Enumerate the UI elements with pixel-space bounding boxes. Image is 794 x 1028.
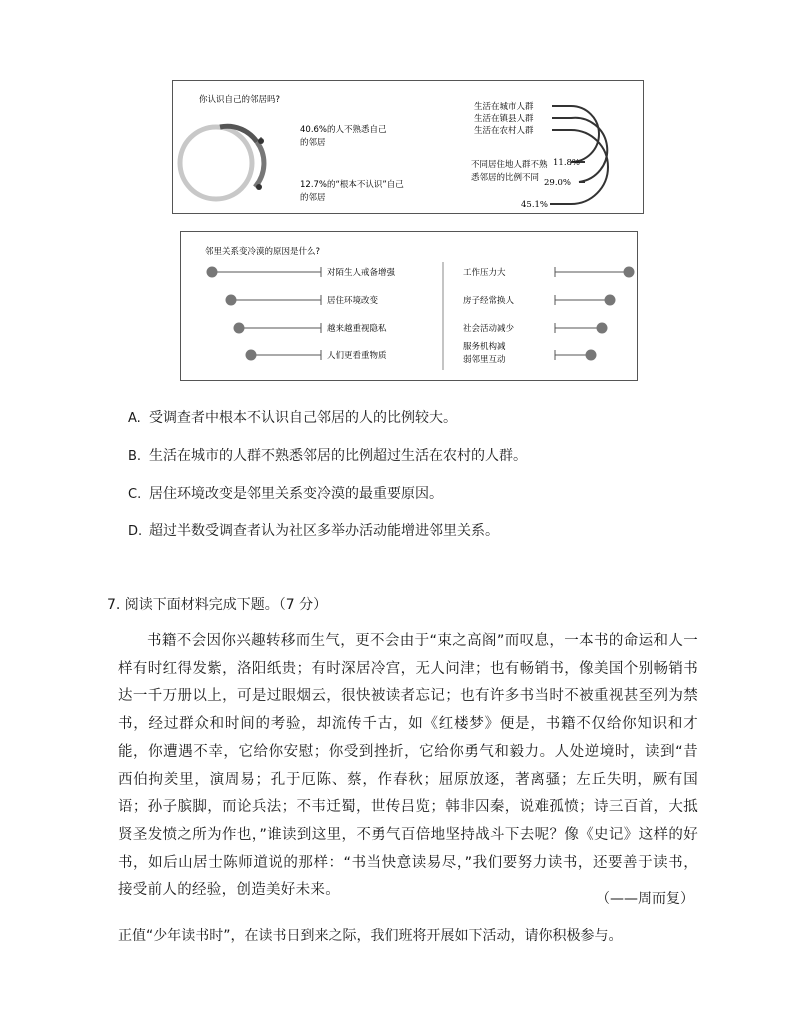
option-c[interactable]	[128, 483, 443, 503]
left-item-1: 对陌生人戒备增强	[327, 268, 396, 278]
option-a-text: 受调查者中根本不认识自己邻居的人的比例较大。	[149, 410, 457, 426]
option-a-label: A.	[128, 411, 141, 426]
reasons-graphic	[181, 232, 637, 380]
left-item-4: 人们更看重物质	[327, 351, 387, 361]
figure2-title: 邻里关系变冷漠的原因是什么?	[205, 247, 321, 257]
arc-city	[552, 106, 599, 162]
ring-label-1-line2: 的邻居	[300, 138, 326, 148]
right-row-3	[463, 323, 608, 335]
reasons-figure	[180, 231, 638, 381]
right-item-1: 工作压力大	[463, 268, 506, 278]
question-7-heading: 7. 阅读下面材料完成下题。（7 分）	[107, 597, 328, 613]
percent-town: 29.0%	[544, 178, 572, 188]
neighbor-survey-graphic	[173, 81, 643, 213]
diff-label-line1: 不同居住地人群不熟	[471, 160, 548, 170]
ring-base	[180, 127, 252, 199]
option-d-label: D.	[128, 524, 143, 539]
option-a[interactable]	[128, 407, 457, 427]
ring-segment-unknown	[255, 142, 264, 187]
reading-passage: 书籍不会因你兴趣转移而生气，更不会由于“束之高阁”而叹息，一本书的命运和人一样有时红得发紫，洛阳纸贵；有时深居冷宫，无人问津；也有畅销书，像美国个别畅销书达一千万册以上，可是过眼烟云，很快被读者忘记；也有许多书当时不被重视甚至列为禁书，经过群众和时间的考验，却流传千古，如《红楼梦》便是，书籍不仅给你知识和才能，你遭遇不幸，它给你安慰；你受到挫折，它给你勇气和毅力。人处逆境时，读到“昔西伯拘羑里，演周易；孔于厄陈、蔡，作春秋；屈原放逐，著离骚；左丘失明，厥有国语；孙子膑脚，而论兵法；不韦迁蜀，世传吕览；韩非囚秦，说难孤愤；诗三百首，大抵贤圣发愤之所为作也，”谁读到这里，不勇气百倍地坚持战斗下去呢？像《史记》这样的好书，如后山居士陈师道说的那样：“书当快意读易尽，”我们要努力读书，还要善于读书，接受前人的经验，创造美好未来。	[118, 633, 698, 899]
passage-author: （——周而复）	[596, 891, 694, 907]
right-item-2: 房子经常换人	[463, 296, 515, 306]
right-item-3: 社会活动减少	[463, 324, 515, 334]
left-row-3	[234, 323, 388, 335]
left-item-2: 居住环境改变	[327, 296, 379, 306]
right-row-1	[463, 267, 635, 279]
ring-label-2-line2: 的邻居	[300, 193, 326, 203]
percent-city: 11.8%	[553, 158, 581, 168]
left-row-4	[246, 350, 388, 362]
ring-marker-2	[256, 184, 262, 190]
activity-prompt: 正值“少年读书时”，在读书日到来之际，我们班将开展如下活动，请你积极参与。	[118, 928, 623, 944]
right-item-4-line2: 弱邻里互动	[463, 355, 506, 365]
percent-rural: 45.1%	[521, 200, 549, 210]
option-b-text: 生活在城市的人群不熟悉邻居的比例超过生活在农村的人群。	[149, 448, 527, 464]
option-c-text: 居住环境改变是邻里关系变冷漠的最重要原因。	[149, 486, 443, 502]
left-row-2	[226, 295, 379, 307]
ring-label-1-line1: 40.6%的人不熟悉自己	[300, 125, 387, 135]
option-c-label: C.	[128, 487, 142, 502]
arc-town	[552, 118, 607, 182]
ring-label-2-line1: 12.7%的“根本不认识”自己	[300, 180, 404, 190]
diff-label-line2: 悉邻居的比例不同	[471, 173, 540, 183]
neighbor-survey-figure	[172, 80, 644, 214]
option-d[interactable]	[128, 520, 499, 540]
group-label-city: 生活在城市人群	[474, 102, 534, 112]
left-item-3: 越来越重视隐私	[327, 324, 387, 334]
group-label-rural: 生活在农村人群	[474, 126, 534, 136]
option-d-text: 超过半数受调查者认为社区多举办活动能增进邻里关系。	[149, 523, 499, 539]
right-item-4-line1: 服务机构减	[463, 342, 506, 352]
left-row-1	[207, 267, 396, 279]
option-b[interactable]	[128, 445, 527, 465]
right-row-4	[463, 341, 597, 365]
right-row-2	[463, 295, 616, 307]
option-b-label: B.	[128, 449, 142, 464]
group-label-town: 生活在镇县人群	[474, 114, 534, 124]
figure1-title: 你认识自己的邻居吗?	[199, 95, 281, 105]
